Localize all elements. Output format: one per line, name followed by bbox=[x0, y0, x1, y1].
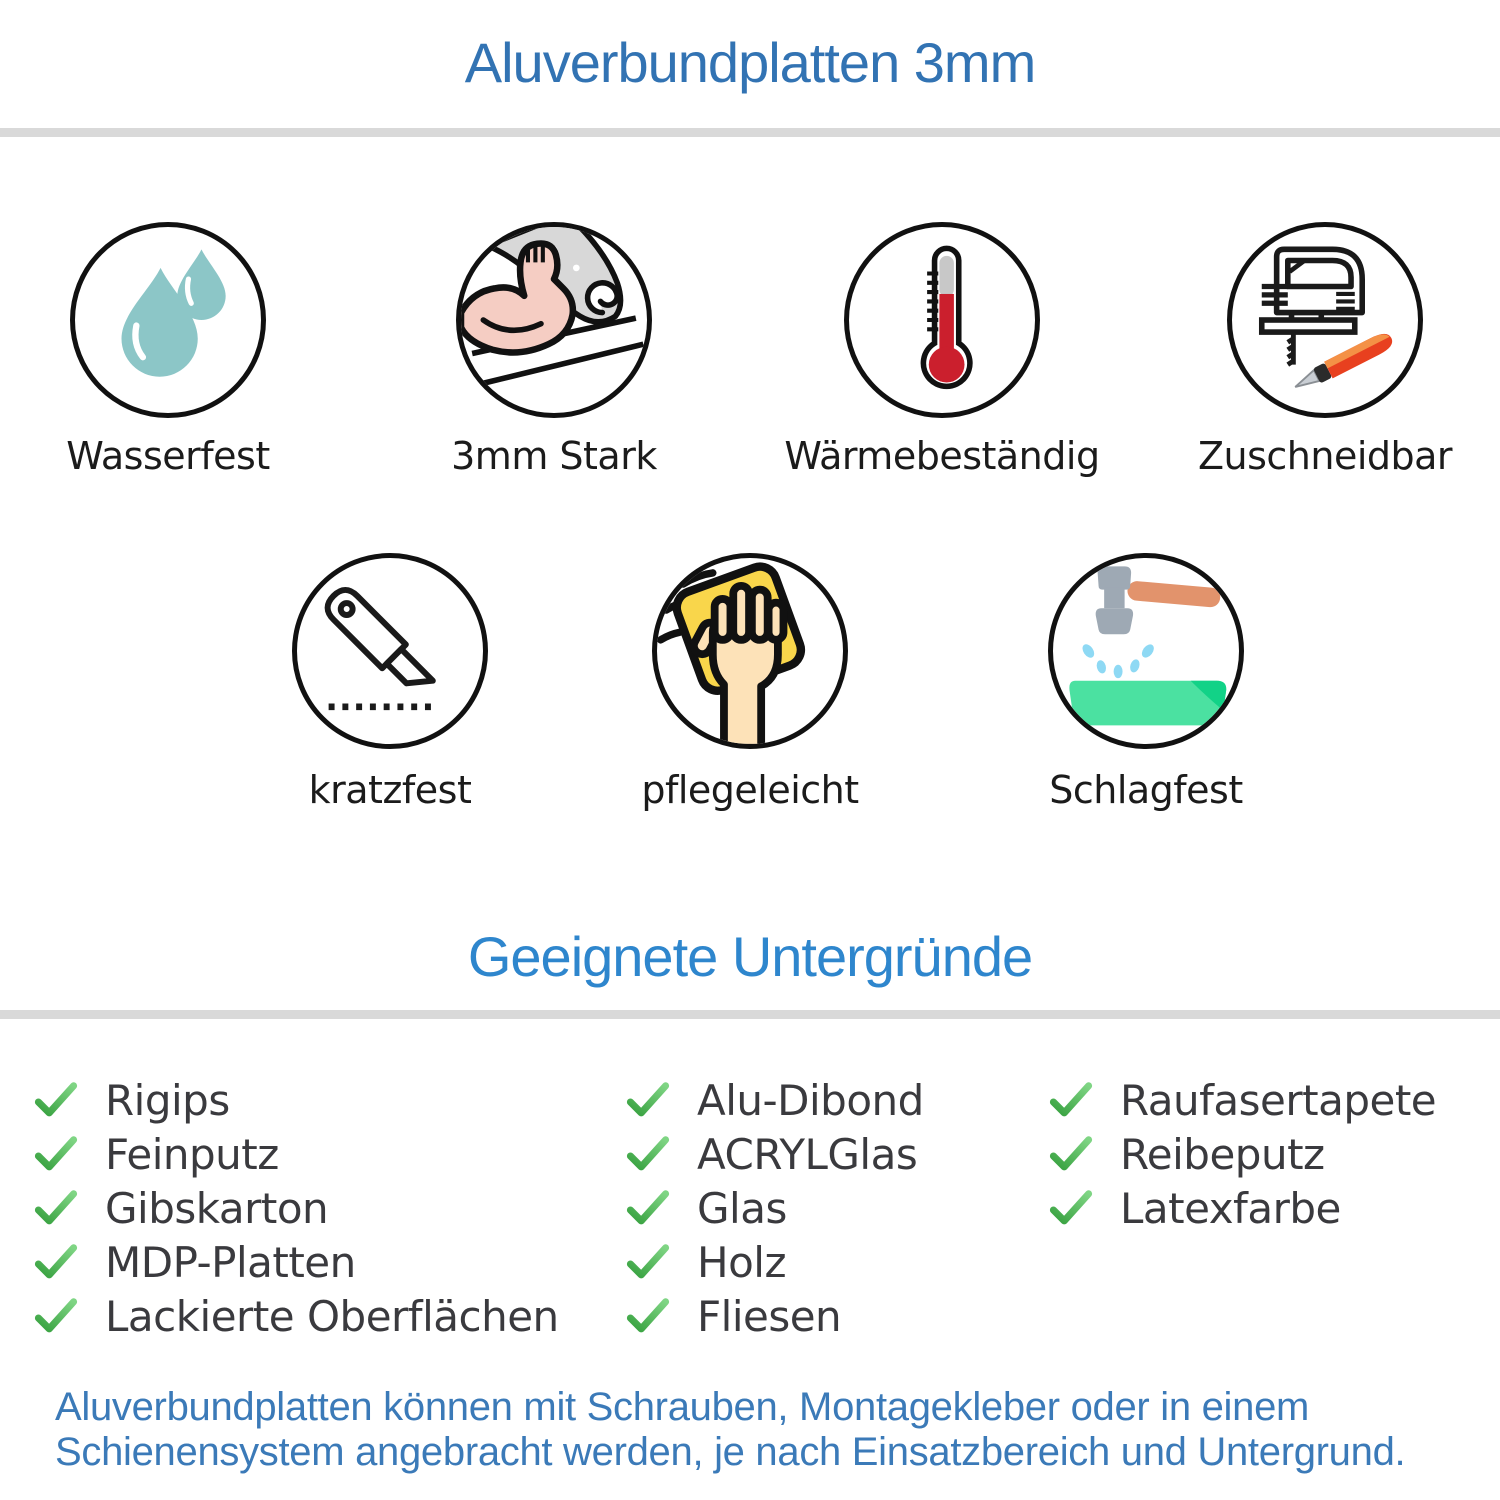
substrate-item bbox=[625, 1289, 924, 1343]
cleaning-hand-icon bbox=[657, 558, 843, 744]
substrate-label: Reibeputz bbox=[1120, 1129, 1325, 1179]
section-title: Geeignete Untergründe bbox=[467, 925, 1033, 988]
substrate-label: Feinputz bbox=[105, 1129, 279, 1179]
feature-label: kratzfest bbox=[308, 768, 472, 812]
substrate-item bbox=[1048, 1181, 1436, 1235]
check-icon bbox=[625, 1189, 671, 1227]
substrate-label: MDP-Platten bbox=[105, 1237, 356, 1287]
substrate-label: Glas bbox=[697, 1183, 787, 1233]
substrate-item bbox=[625, 1073, 924, 1127]
check-icon bbox=[33, 1081, 79, 1119]
substrate-column-2 bbox=[625, 1073, 924, 1343]
feature-waermebestaendig bbox=[844, 222, 1040, 418]
substrate-label: Gibskarton bbox=[105, 1183, 329, 1233]
feature-label: Wasserfest bbox=[66, 434, 270, 478]
substrate-item bbox=[33, 1073, 559, 1127]
check-icon bbox=[1048, 1189, 1094, 1227]
feature-label: Wärmebeständig bbox=[784, 434, 1100, 478]
feature-label: Schlagfest bbox=[1049, 768, 1243, 812]
substrate-item bbox=[33, 1289, 559, 1343]
substrate-label: Latexfarbe bbox=[1120, 1183, 1341, 1233]
substrate-item bbox=[1048, 1073, 1436, 1127]
note-line: Aluverbundplatten können mit Schrauben, Montagekleber oder in einem bbox=[55, 1385, 1310, 1429]
feature-pflegeleicht bbox=[652, 553, 848, 749]
check-icon bbox=[1048, 1135, 1094, 1173]
feature-wasserfest bbox=[70, 222, 266, 418]
page-title: Aluverbundplatten 3mm bbox=[464, 31, 1036, 94]
feature-zuschneidbar bbox=[1227, 222, 1423, 418]
check-icon bbox=[33, 1243, 79, 1281]
substrate-column-3 bbox=[1048, 1073, 1436, 1235]
substrate-label: ACRYLGlas bbox=[697, 1129, 918, 1179]
feature-label: Zuschneidbar bbox=[1197, 434, 1453, 478]
utility-knife-icon bbox=[297, 558, 483, 744]
substrate-item bbox=[33, 1181, 559, 1235]
check-icon bbox=[625, 1135, 671, 1173]
jigsaw-cutter-icon bbox=[1232, 227, 1418, 413]
substrate-item bbox=[625, 1181, 924, 1235]
substrate-label: Rigips bbox=[105, 1075, 230, 1125]
substrate-item bbox=[33, 1235, 559, 1289]
substrate-label: Holz bbox=[697, 1237, 786, 1287]
feature-label: 3mm Stark bbox=[451, 434, 657, 478]
check-icon bbox=[625, 1081, 671, 1119]
note-text bbox=[55, 1385, 1475, 1475]
substrate-label: Fliesen bbox=[697, 1291, 842, 1341]
feature-label: pflegeleicht bbox=[641, 768, 859, 812]
hammer-impact-icon bbox=[1053, 558, 1239, 744]
feature-schlagfest bbox=[1048, 553, 1244, 749]
substrate-item bbox=[33, 1127, 559, 1181]
check-icon bbox=[33, 1297, 79, 1335]
substrate-item bbox=[625, 1127, 924, 1181]
substrate-item bbox=[1048, 1127, 1436, 1181]
muscle-arm-icon bbox=[461, 227, 647, 413]
feature-kratzfest bbox=[292, 553, 488, 749]
substrate-label: Lackierte Oberflächen bbox=[105, 1291, 559, 1341]
check-icon bbox=[33, 1135, 79, 1173]
substrate-label: Raufasertapete bbox=[1120, 1075, 1437, 1125]
check-icon bbox=[33, 1189, 79, 1227]
top-divider bbox=[0, 128, 1500, 137]
section-divider bbox=[0, 1010, 1500, 1019]
substrate-column-1 bbox=[33, 1073, 559, 1343]
check-icon bbox=[625, 1243, 671, 1281]
note-line: Schienensystem angebracht werden, je nach Einsatzbereich und Untergrund. bbox=[55, 1430, 1406, 1475]
thermometer-icon bbox=[849, 227, 1035, 413]
feature-3mm-stark bbox=[456, 222, 652, 418]
substrate-item bbox=[625, 1235, 924, 1289]
check-icon bbox=[625, 1297, 671, 1335]
substrate-label: Alu-Dibond bbox=[697, 1075, 924, 1125]
check-icon bbox=[1048, 1081, 1094, 1119]
water-drops-icon bbox=[75, 227, 261, 413]
